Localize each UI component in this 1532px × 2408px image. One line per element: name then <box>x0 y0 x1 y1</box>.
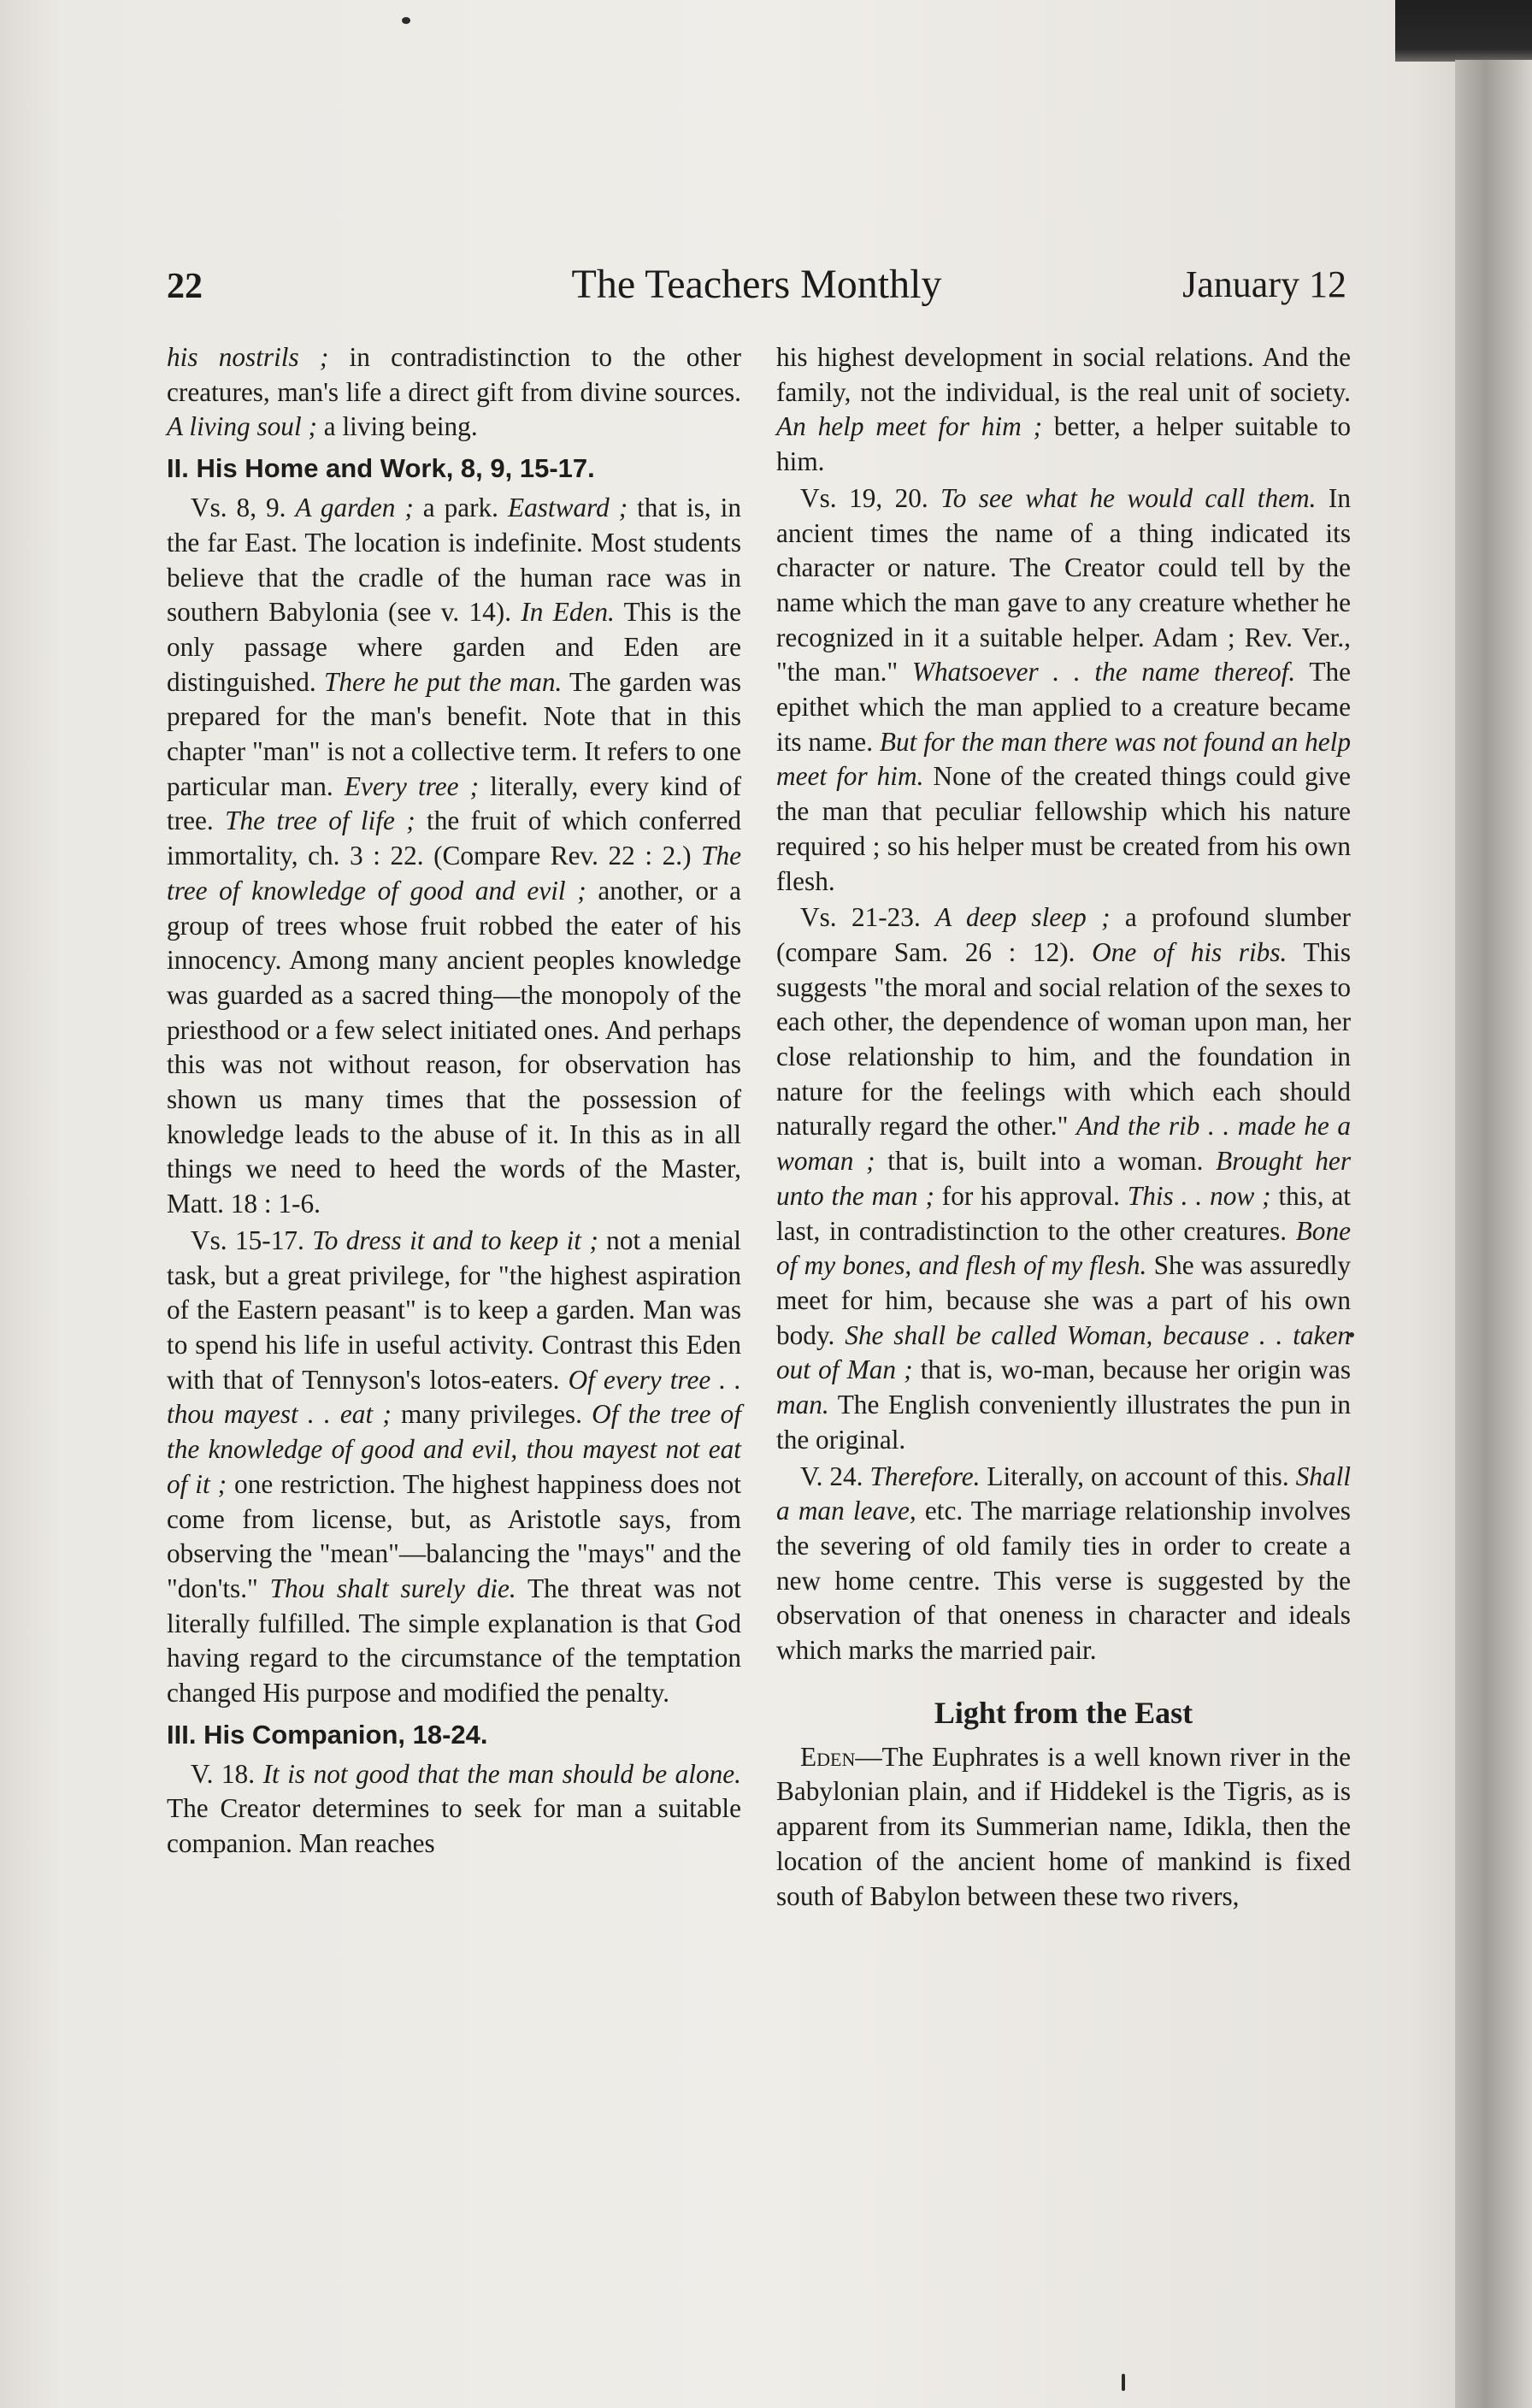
italic-run: man. <box>776 1390 829 1420</box>
italic-run: In Eden. <box>521 597 615 628</box>
paragraph <box>776 481 1351 899</box>
italic-run: A garden ; <box>295 493 414 523</box>
italic-run: his nostrils ; <box>167 342 329 372</box>
italic-run: A living soul ; <box>167 411 317 442</box>
section-heading-home-and-work: II. His Home and Work, 8, 9, 15-17. <box>167 453 595 484</box>
page-edge-shadow <box>1395 0 1532 62</box>
text-run: one restriction. The highest happiness does not come from license, but, as Aristotle says, from observing the "mean"—balancing the "mays" and the "don'ts." <box>167 1468 742 1603</box>
italic-run: It is not good that the man should be alone. <box>262 1758 741 1789</box>
running-header <box>167 261 1346 312</box>
italic-run: A deep sleep ; <box>935 902 1111 933</box>
text-run: this, at last, in contradistinction to the other creatures. <box>776 1180 1351 1246</box>
text-run: Vs. 19, 20. <box>800 482 941 513</box>
page-edge <box>1455 60 1532 2408</box>
text-run: She was assuredly meet for him, because she was a part of his own body. <box>776 1250 1351 1350</box>
paragraph <box>167 1224 741 1711</box>
paragraph <box>167 491 741 1222</box>
text-run: None of the created things could give the man that peculiar fellowship which his nature required ; so his helper must be created from his own flesh. <box>776 761 1351 896</box>
paragraph <box>776 900 1351 1457</box>
italic-run: Eastward ; <box>507 493 628 523</box>
text-run: V. 18. <box>191 1758 263 1789</box>
issue-date: January 12 <box>1182 263 1346 305</box>
paragraph <box>776 1460 1351 1668</box>
ink-speck <box>402 17 410 24</box>
text-run: another, or a group of trees whose fruit robbed the eater of his innocency. Among many ancient peoples knowledge was guarded as a sacred thing—the monopoly of the priesthood or a few select initiated ones. And perhaps this was not without reason, for observation has shown us many times that the possession of knowledge leads to the abuse of it. In this as in all things we need to heed the words of the Master, Matt. 18 : 1-6. <box>167 875 741 1219</box>
text-run: many privileges. <box>391 1399 592 1430</box>
italic-run: Shall a man leave, <box>776 1461 1351 1526</box>
text-run: in contradistinction to the other creatures, man's life a direct gift from divine sources. <box>167 342 742 407</box>
text-run: The threat was not literally fulfilled. The simple explanation is that God having regard to the circumstance of the temptation changed His purpose and modified the penalty. <box>167 1573 741 1709</box>
text-run: This is the only passage where garden and Eden are distinguished. <box>167 597 741 697</box>
paragraph <box>776 340 1351 480</box>
italic-run: Of every tree . . thou mayest . . eat ; <box>167 1364 742 1430</box>
text-run: for his approval. <box>934 1180 1128 1211</box>
text-run: The garden was prepared for the man's benefit. Note that in this chapter "man" is not a collective term. It refers to one particular man. <box>167 666 742 801</box>
text-run: better, a helper suitable to him. <box>776 411 1351 477</box>
italic-run: The tree of life ; <box>225 806 415 836</box>
text-run: The Creator determines to seek for man a suitable companion. Man reaches <box>167 1793 741 1859</box>
italic-run: Whatsoever . . the name thereof. <box>911 657 1296 688</box>
paragraph <box>776 1740 1351 1915</box>
italic-run: To dress it and to keep it ; <box>312 1225 598 1255</box>
text-run: Vs. 15-17. <box>191 1225 313 1255</box>
italic-run: Of the tree of the knowledge of good and evil, thou mayest not eat of it ; <box>167 1399 742 1499</box>
text-run: that is, in the far East. The location is indefinite. Most students believe that the cradle of the human race was in southern Babylonia (see v. 14). <box>167 493 741 628</box>
text-run: literally, every kind of tree. <box>167 770 741 836</box>
italic-run: And the rib . . made he a woman ; <box>776 1111 1351 1177</box>
italic-run: She shall be called Woman, because . . taken out of Man ; <box>776 1319 1351 1385</box>
text-run: —The Euphrates is a well known river in the Babylonian plain, and if Hiddekel is the Tigris, as is apparent from its Summerian name, Idikla, then the location of the ancient home of mankind is fixed south of Babylon between these two rivers, <box>776 1741 1351 1911</box>
italic-run: Bone of my bones, and flesh of my flesh. <box>776 1215 1351 1281</box>
ink-mark <box>1122 2374 1125 2391</box>
text-run: that is, built into a woman. <box>875 1146 1217 1177</box>
text-run: V. 24. <box>800 1461 870 1491</box>
italic-run: Brought her unto the man ; <box>776 1146 1352 1211</box>
text-run: This suggests "the moral and social relation of the sexes to each other, the dependence of woman upon man, her close relationship to him, and the foundation in nature for the feelings with which each should naturally regard the other." <box>776 936 1351 1142</box>
text-run: Vs. 8, 9. <box>191 493 296 523</box>
italic-run: Every tree ; <box>344 770 480 801</box>
text-run: his highest development in social relations. And the family, not the individual, is the real unit of society. <box>776 342 1351 407</box>
text-run: The English conveniently illustrates the pun in the original. <box>776 1390 1351 1455</box>
italic-run: To see what he would call them. <box>940 482 1317 513</box>
text-run: a park. <box>413 493 508 523</box>
italic-run: An help meet for him ; <box>776 411 1043 442</box>
section-heading-light-from-the-east: Light from the East <box>934 1695 1193 1730</box>
italic-run: But for the man there was not found an help meet for him. <box>776 726 1352 792</box>
italic-run: Therefore. <box>869 1461 981 1491</box>
text-run: the fruit of which conferred immortality, ch. 3 : 22. (Compare Rev. 22 : 2.) <box>167 806 741 871</box>
text-run: Literally, on account of this. <box>980 1461 1296 1491</box>
left-column <box>167 340 741 1862</box>
journal-title: The Teachers Monthly <box>571 262 942 307</box>
section-heading-companion: III. His Companion, 18-24. <box>167 1719 488 1750</box>
italic-run: One of his ribs. <box>1092 936 1287 967</box>
text-run: a profound slumber (compare Sam. 26 : 12). <box>776 902 1351 967</box>
right-column <box>776 340 1351 1914</box>
paragraph <box>167 340 741 445</box>
text-run: a living being. <box>316 411 478 442</box>
italic-run: Thou shalt surely die. <box>269 1573 516 1603</box>
text-run: In ancient times the name of a thing indicated its character or nature. The Creator could tell by the name which the man gave to any creature whether he recognized in it a suitable helper. Adam ; Rev. Ver., "the man." <box>776 482 1351 688</box>
italic-run: This . . now ; <box>1127 1180 1271 1211</box>
text-run: etc. The marriage relationship involves the severing of old family ties in order to create a new home centre. This verse is suggested by the observation of that oneness in character and ideals which marks the married pair. <box>776 1496 1351 1666</box>
text-run: The epithet which the man applied to a creature became its name. <box>776 657 1351 757</box>
text-run: that is, wo-man, because her origin was <box>912 1354 1351 1385</box>
italic-run: There he put the man. <box>324 666 563 697</box>
text-run: Vs. 21-23. <box>800 902 936 933</box>
text-run: not a menial task, but a great privilege, for "the highest aspiration of the Eastern peasant" is to keep a garden. Man was to spend his life in useful activity. Contrast this Eden with that of Tennyson's lotos-eaters. <box>167 1225 741 1395</box>
page-number: 22 <box>167 267 203 306</box>
italic-run: The tree of knowledge of good and evil ; <box>167 841 741 906</box>
text-run: Eden <box>800 1741 856 1772</box>
paragraph <box>167 1757 741 1862</box>
